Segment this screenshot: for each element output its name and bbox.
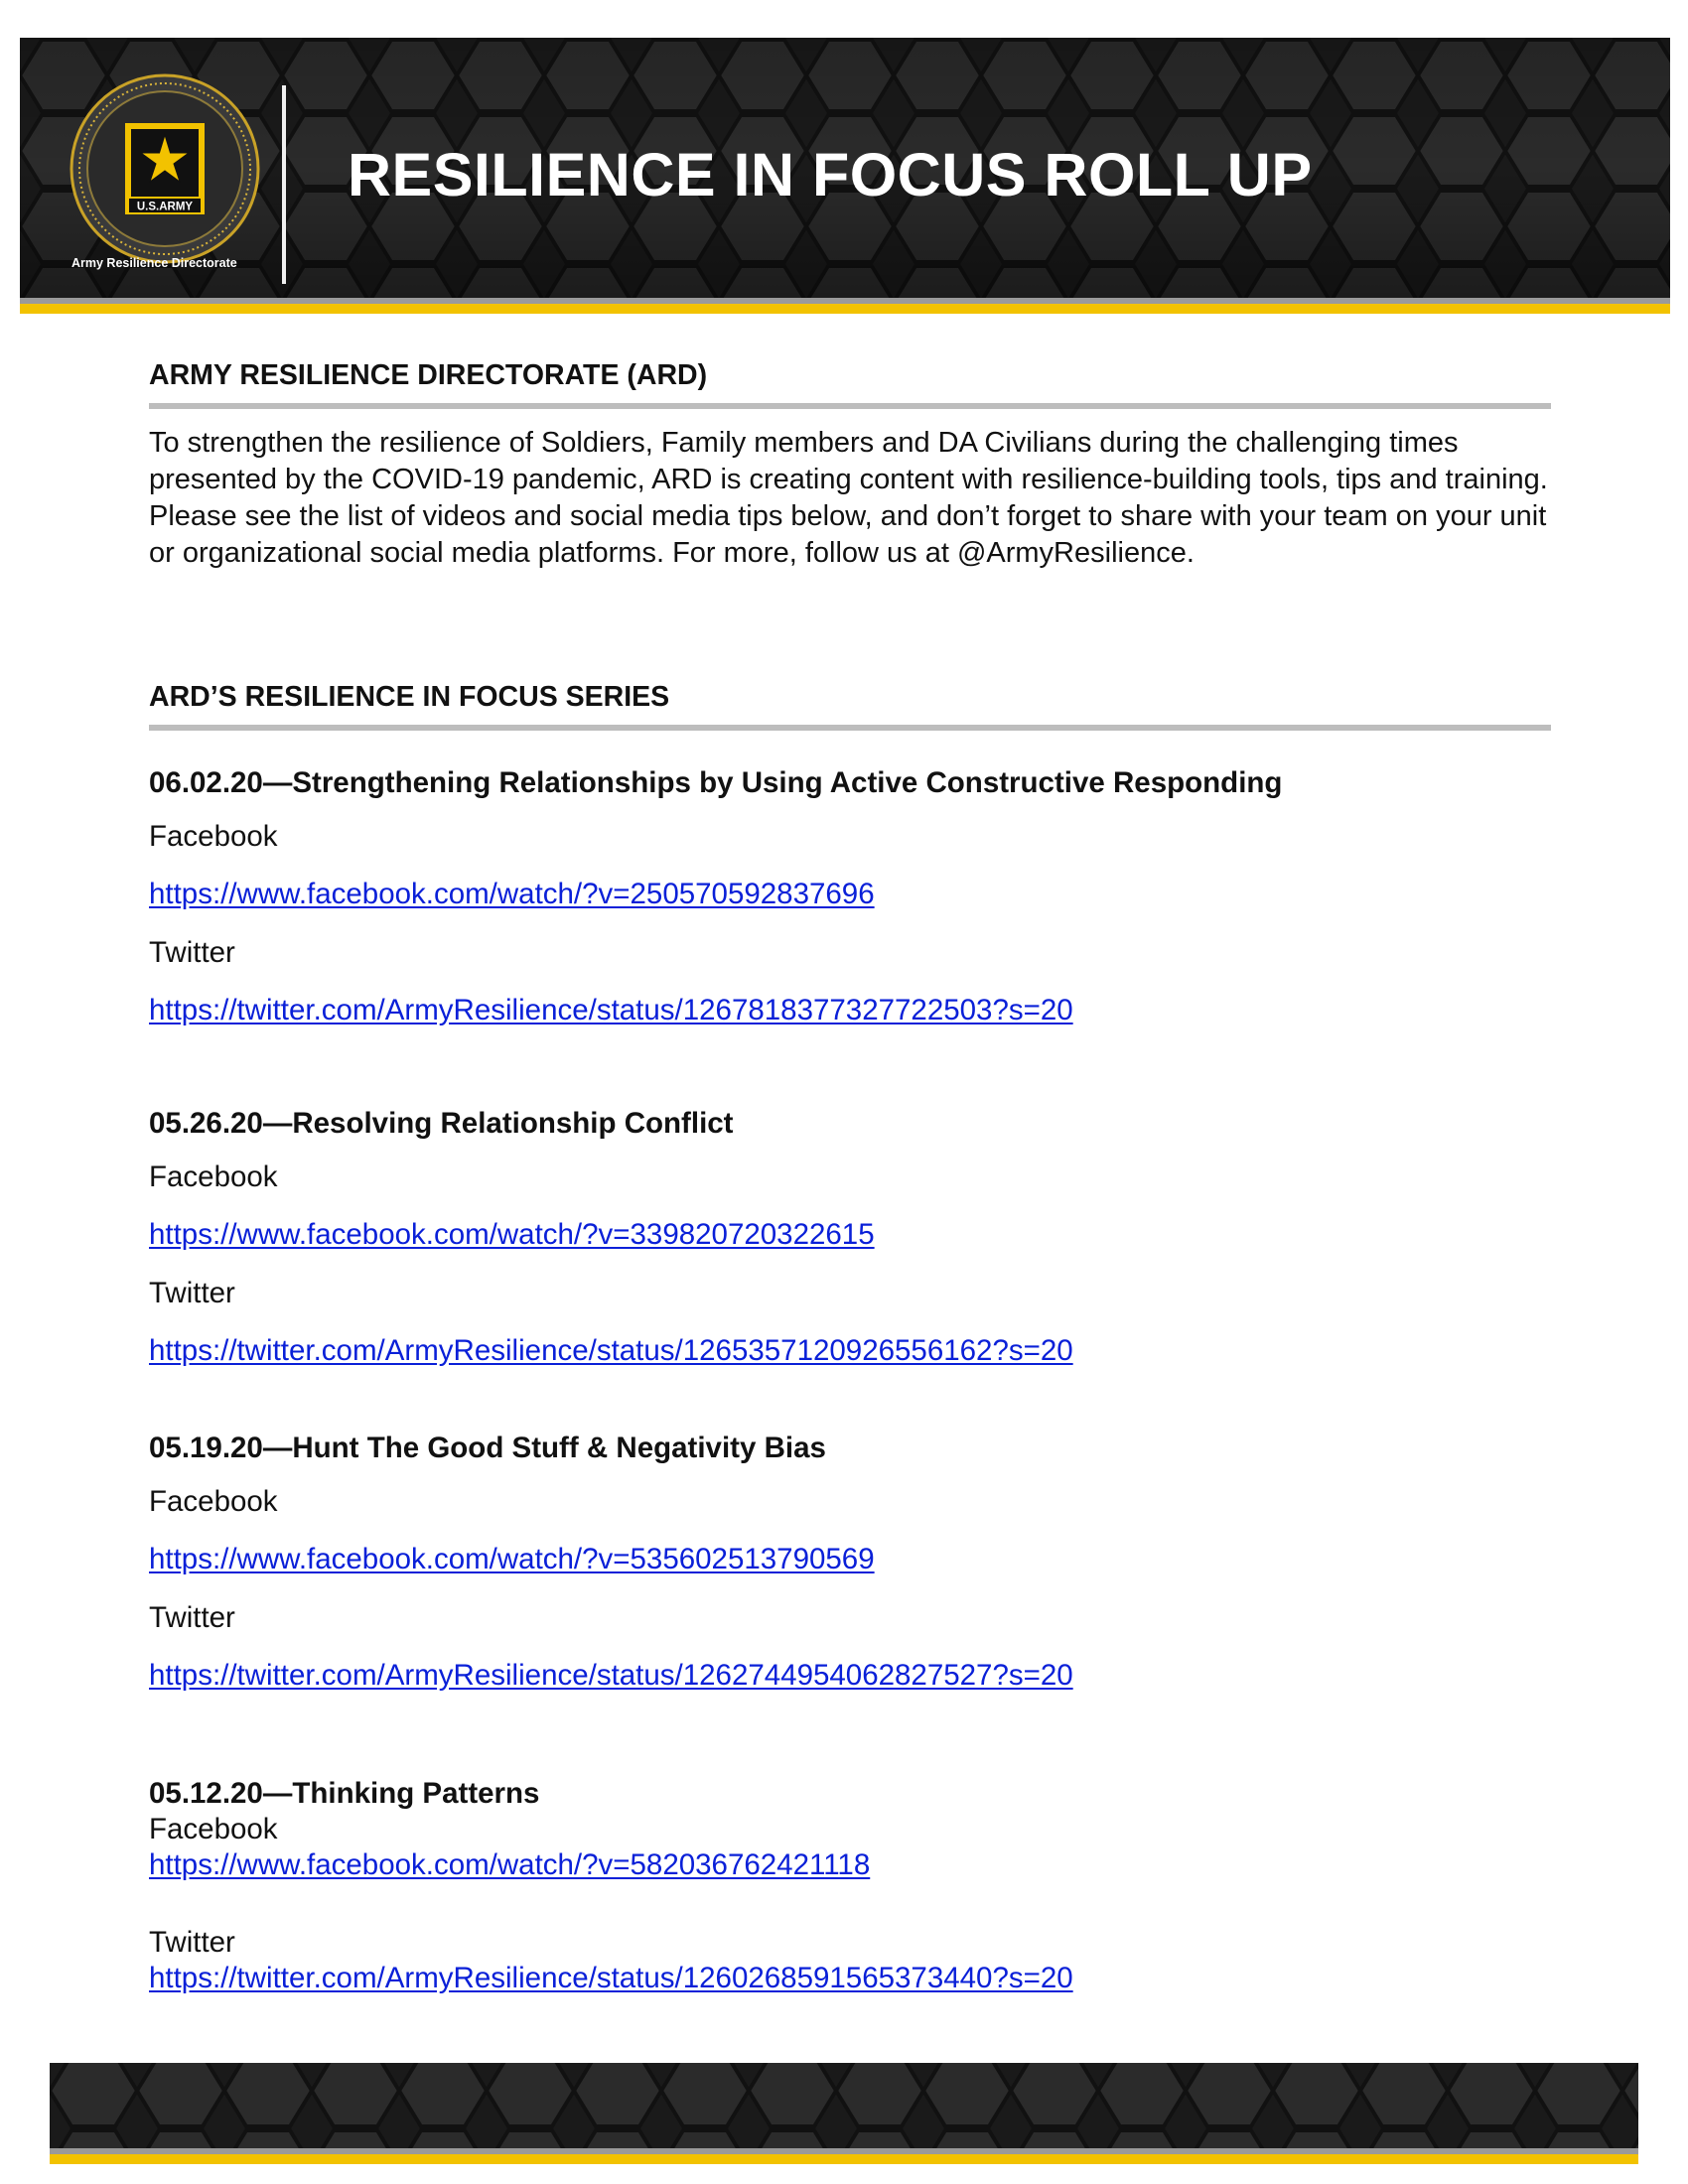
footer-banner — [50, 2063, 1638, 2148]
page-title: RESILIENCE IN FOCUS ROLL UP — [348, 141, 1313, 208]
hexagon-pattern — [50, 2063, 1638, 2148]
header-divider — [282, 85, 286, 284]
facebook-label: Facebook — [149, 820, 278, 853]
facebook-link[interactable]: https://www.facebook.com/watch/?v=535602513790569 — [149, 1543, 875, 1575]
facebook-label: Facebook — [149, 1160, 278, 1193]
army-seal-logo — [68, 71, 262, 266]
facebook-link[interactable]: https://www.facebook.com/watch/?v=339820720322615 — [149, 1218, 875, 1251]
footer-gold-stripe — [50, 2154, 1638, 2164]
twitter-link[interactable]: https://twitter.com/ArmyResilience/status/1262744954062827527?s=20 — [149, 1659, 1073, 1692]
entry-title: 05.19.20—Hunt The Good Stuff & Negativity Bias — [149, 1432, 826, 1464]
twitter-label: Twitter — [149, 1277, 235, 1309]
seal-caption: Army Resilience Directorate — [71, 256, 237, 270]
twitter-link[interactable]: https://twitter.com/ArmyResilience/status/1260268591565373440?s=20 — [149, 1962, 1073, 1994]
series-section — [149, 679, 1551, 731]
section-heading-series: ARD’S RESILIENCE IN FOCUS SERIES — [149, 681, 670, 713]
section-rule — [149, 725, 1551, 731]
intro-paragraph: To strengthen the resilience of Soldiers, Family members and DA Civilians during the challenging times presented by the COVID-19 pandemic, ARD is creating content with resilience-building tools, tips and training. Please see the list of videos and social media tips below, and don’t forget to share with your team on your unit or organizational social media platforms. For more, follow us at @ArmyResilience. — [149, 427, 1548, 569]
twitter-label: Twitter — [149, 936, 235, 969]
twitter-label: Twitter — [149, 1926, 235, 1959]
section-heading-ard: ARMY RESILIENCE DIRECTORATE (ARD) — [149, 359, 708, 391]
intro-section — [149, 357, 1551, 572]
twitter-link[interactable]: https://twitter.com/ArmyResilience/status/1267818377327722503?s=20 — [149, 994, 1073, 1026]
header-banner — [20, 38, 1670, 298]
facebook-link[interactable]: https://www.facebook.com/watch/?v=250570592837696 — [149, 878, 875, 910]
facebook-label: Facebook — [149, 1485, 278, 1518]
section-rule — [149, 403, 1551, 409]
facebook-label: Facebook — [149, 1813, 278, 1845]
seal-text: U.S.ARMY — [136, 201, 194, 213]
header-gold-stripe — [20, 304, 1670, 314]
twitter-label: Twitter — [149, 1601, 235, 1634]
facebook-link[interactable]: https://www.facebook.com/watch/?v=582036762421118 — [149, 1848, 871, 1881]
entry-title: 05.12.20—Thinking Patterns — [149, 1777, 540, 1810]
entry-title: 06.02.20—Strengthening Relationships by Using Active Constructive Responding — [149, 766, 1283, 799]
entry-title: 05.26.20—Resolving Relationship Conflict — [149, 1107, 734, 1140]
twitter-link[interactable]: https://twitter.com/ArmyResilience/status/1265357120926556162?s=20 — [149, 1334, 1073, 1367]
